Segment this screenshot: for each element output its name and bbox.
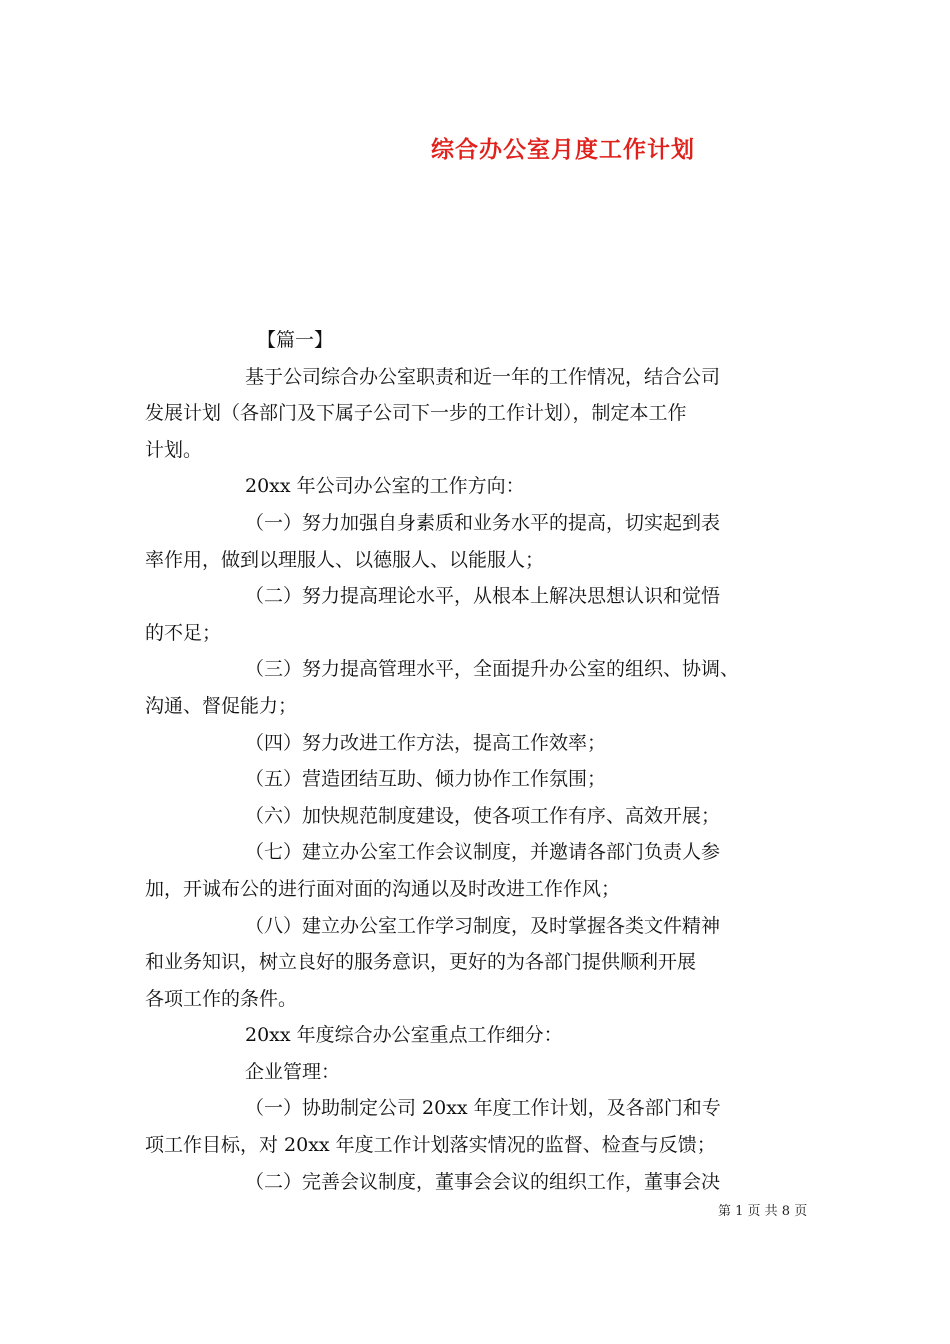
paragraph-line: 率作用，做到以理服人、以德服人、以能服人；	[145, 548, 545, 571]
document-title: 综合办公室月度工作计划	[431, 136, 695, 163]
paragraph-line: （五）营造团结互助、倾力协作工作氛围；	[245, 768, 607, 791]
paragraph-line: 沟通、督促能力；	[145, 694, 298, 717]
paragraph-line: 和业务知识，树立良好的服务意识，更好的为各部门提供顺利开展	[145, 951, 697, 974]
paragraph-line: （四）努力改进工作方法，提高工作效率；	[245, 731, 607, 754]
paragraph-line: （三）努力提高管理水平，全面提升办公室的组织、协调、	[245, 658, 740, 681]
paragraph-line: 20xx 年度综合办公室重点工作细分：	[245, 1024, 563, 1047]
paragraph-line: （二）努力提高理论水平，从根本上解决思想认识和觉悟	[245, 585, 721, 608]
paragraph-line: 项工作目标，对 20xx 年度工作计划落实情况的监督、检查与反馈；	[145, 1134, 716, 1157]
paragraph-line: 加，开诚布公的进行面对面的沟通以及时改进工作作风；	[145, 877, 621, 900]
paragraph-line: 计划。	[145, 438, 203, 461]
paragraph-line: 【篇一】	[257, 329, 334, 351]
paragraph-line: 基于公司综合办公室职责和近一年的工作情况，结合公司	[245, 365, 721, 388]
paragraph-line: 发展计划（各部门及下属子公司下一步的工作计划），制定本工作	[145, 402, 687, 425]
paragraph-line: 各项工作的条件。	[145, 987, 298, 1010]
paragraph-line: （八）建立办公室工作学习制度，及时掌握各类文件精神	[245, 914, 721, 937]
page-footer: 第 1 页 共 8 页	[718, 1204, 808, 1219]
paragraph-line: 的不足；	[145, 621, 222, 644]
document-body	[145, 322, 825, 1200]
paragraph-line: （七）建立办公室工作会议制度，并邀请各部门负责人参	[245, 841, 721, 864]
paragraph-line: （二）完善会议制度，董事会会议的组织工作，董事会决	[245, 1170, 721, 1193]
paragraph-line: 企业管理：	[245, 1060, 341, 1083]
paragraph-line: （一）协助制定公司 20xx 年度工作计划，及各部门和专	[245, 1097, 721, 1120]
paragraph-line: （六）加快规范制度建设，使各项工作有序、高效开展；	[245, 804, 721, 827]
paragraph-line: 20xx 年公司办公室的工作方向：	[245, 475, 525, 498]
paragraph-line: （一）努力加强自身素质和业务水平的提高，切实起到表	[245, 511, 721, 534]
